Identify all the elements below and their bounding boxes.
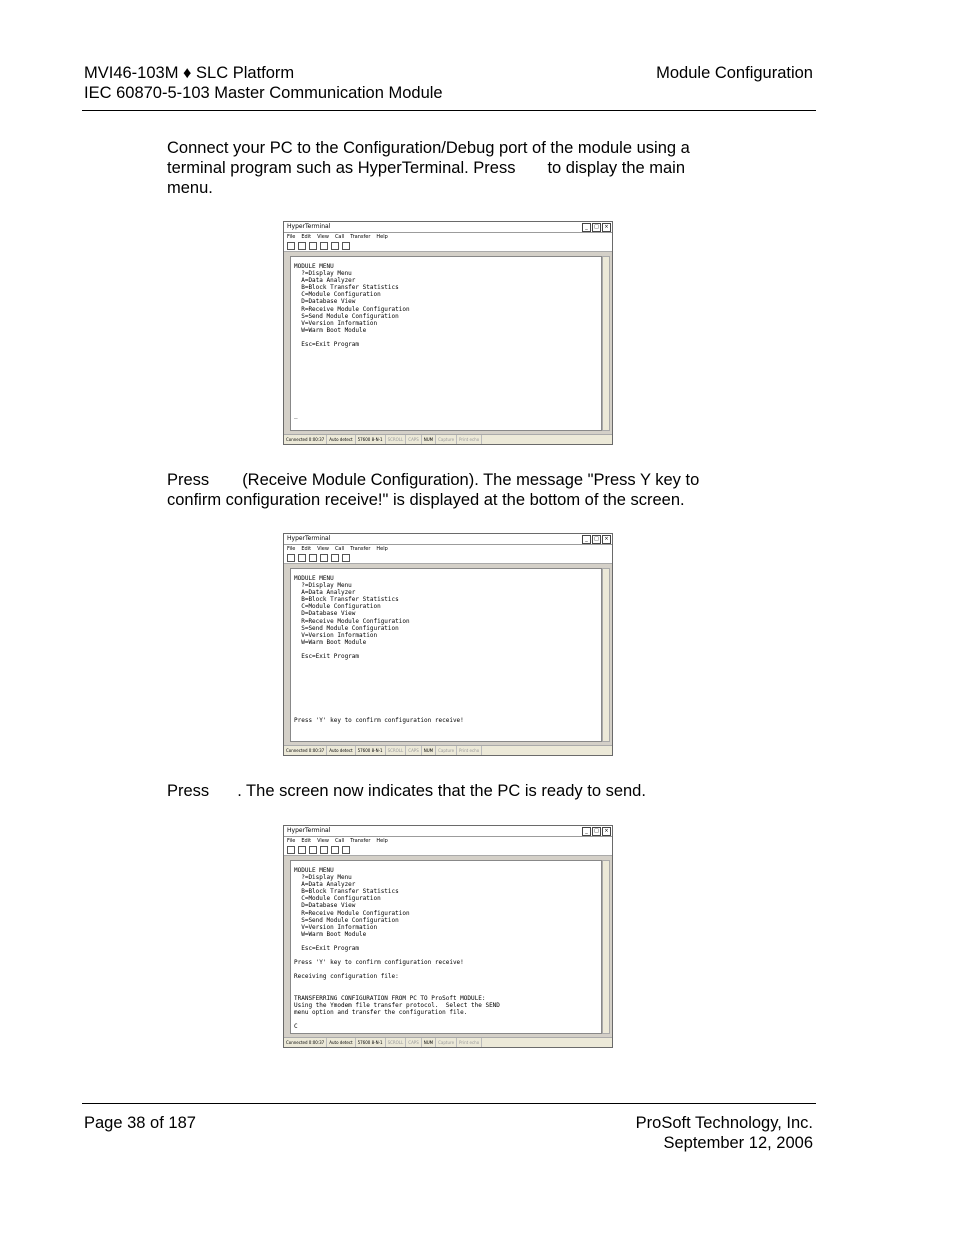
- status-bar: [284, 1037, 612, 1047]
- close-icon[interactable]: ×: [602, 827, 611, 836]
- terminal-output: MODULE MENU ?=Display Menu A=Data Analyzer B=Block Transfer Statistics C=Module Configuration D=Database View R=Receive Module Configuration S=Send Module Configuration V=Version Information W=Warm Boot Module Esc=Exit Program Press 'Y' key to confirm configuration receive! Receiving configuration file: TRANSFERRING CONFIGURATION FROM PC TO ProSoft MODULE: Using the Ymodem file transfer protocol. Select the SEND menu option and transfer the configuration file. C: [294, 867, 500, 1031]
- status-echo: Print echo: [457, 435, 482, 444]
- footer-company-name: ProSoft Technology, Inc.: [635, 1114, 813, 1132]
- instruction-paragraph-2: [167, 470, 767, 510]
- title-bar: [284, 826, 612, 837]
- send-icon[interactable]: [331, 554, 339, 562]
- toolbar: [284, 553, 612, 564]
- status-num: NUM: [422, 435, 436, 444]
- maximize-icon[interactable]: □: [592, 223, 601, 232]
- menu-call[interactable]: Call: [334, 546, 345, 552]
- terminal-output: MODULE MENU ?=Display Menu A=Data Analyzer B=Block Transfer Statistics C=Module Configuration D=Database View R=Receive Module Configuration S=Send Module Configuration V=Version Information W=Warm Boot Module Esc=Exit Program _: [294, 263, 410, 419]
- send-icon[interactable]: [331, 242, 339, 250]
- menu-file[interactable]: File: [287, 838, 296, 844]
- menu-help[interactable]: Help: [376, 546, 388, 552]
- window-title: HyperTerminal: [287, 535, 331, 542]
- properties-icon[interactable]: [342, 242, 350, 250]
- menu-view[interactable]: View: [317, 234, 329, 240]
- p1-line1: Connect your PC to the Configuration/Debug port of the module using a: [167, 139, 690, 157]
- terminal-output: MODULE MENU ?=Display Menu A=Data Analyzer B=Block Transfer Statistics C=Module Configuration D=Database View R=Receive Module Configuration S=Send Module Configuration V=Version Information W=Warm Boot Module Esc=Exit Program Press 'Y' key to confirm configuration receive!: [294, 575, 464, 724]
- status-scroll: SCROLL: [386, 1038, 407, 1047]
- menu-transfer[interactable]: Transfer: [350, 546, 371, 552]
- open-icon[interactable]: [298, 554, 306, 562]
- p2-line1-a: Press: [167, 471, 210, 489]
- status-caps: CAPS: [406, 746, 421, 755]
- properties-icon[interactable]: [342, 846, 350, 854]
- instruction-paragraph-3: [167, 781, 747, 801]
- call-icon[interactable]: [309, 242, 317, 250]
- close-icon[interactable]: ×: [602, 535, 611, 544]
- instruction-paragraph-1: [167, 138, 747, 198]
- status-connected: Connected 0:00:37: [284, 1038, 327, 1047]
- menu-transfer[interactable]: Transfer: [350, 838, 371, 844]
- title-bar: [284, 222, 612, 233]
- terminal-screen[interactable]: [290, 860, 602, 1034]
- menu-edit[interactable]: Edit: [301, 838, 312, 844]
- status-settings: 57600 8-N-1: [356, 746, 386, 755]
- menu-bar: [284, 233, 612, 241]
- status-capture: Capture: [436, 746, 457, 755]
- status-settings: 57600 8-N-1: [356, 1038, 386, 1047]
- open-icon[interactable]: [298, 846, 306, 854]
- header-product: [84, 63, 443, 103]
- call-icon[interactable]: [309, 846, 317, 854]
- hyperterminal-window-3: [283, 825, 613, 1048]
- menu-bar: [284, 837, 612, 845]
- minimize-icon[interactable]: _: [582, 535, 591, 544]
- vertical-scrollbar[interactable]: [602, 568, 610, 742]
- p1-line2-a: terminal program such as HyperTerminal. Press: [167, 159, 516, 177]
- footer-date: September 12, 2006: [663, 1134, 813, 1152]
- menu-help[interactable]: Help: [376, 234, 388, 240]
- footer-rule: [82, 1103, 816, 1104]
- send-icon[interactable]: [331, 846, 339, 854]
- properties-icon[interactable]: [342, 554, 350, 562]
- terminal-screen[interactable]: [290, 256, 602, 431]
- status-bar: [284, 434, 612, 444]
- page-number: Page 38 of 187: [84, 1114, 196, 1132]
- menu-help[interactable]: Help: [376, 838, 388, 844]
- window-title: HyperTerminal: [287, 827, 331, 834]
- footer-company: [636, 1113, 813, 1153]
- terminal-screen[interactable]: [290, 568, 602, 742]
- menu-view[interactable]: View: [317, 546, 329, 552]
- p2-line1-b: (Receive Module Configuration). The message "Press Y key to: [242, 471, 700, 489]
- header-section: Module Configuration: [656, 64, 813, 82]
- p1-line3: menu.: [167, 179, 213, 197]
- menu-call[interactable]: Call: [334, 234, 345, 240]
- minimize-icon[interactable]: _: [582, 223, 591, 232]
- hyperterminal-window-2: [283, 533, 613, 756]
- status-caps: CAPS: [406, 435, 421, 444]
- p3-b: . The screen now indicates that the PC is ready to send.: [237, 782, 646, 800]
- vertical-scrollbar[interactable]: [602, 256, 610, 431]
- menu-file[interactable]: File: [287, 234, 296, 240]
- maximize-icon[interactable]: □: [592, 535, 601, 544]
- open-icon[interactable]: [298, 242, 306, 250]
- minimize-icon[interactable]: _: [582, 827, 591, 836]
- maximize-icon[interactable]: □: [592, 827, 601, 836]
- disconnect-icon[interactable]: [320, 846, 328, 854]
- toolbar: [284, 241, 612, 252]
- status-detect: Auto detect: [327, 746, 355, 755]
- call-icon[interactable]: [309, 554, 317, 562]
- menu-view[interactable]: View: [317, 838, 329, 844]
- menu-transfer[interactable]: Transfer: [350, 234, 371, 240]
- window-title: HyperTerminal: [287, 223, 331, 230]
- p3-a: Press: [167, 782, 210, 800]
- p2-line1: [167, 470, 767, 490]
- status-detect: Auto detect: [327, 435, 355, 444]
- menu-bar: [284, 545, 612, 553]
- status-scroll: SCROLL: [386, 746, 407, 755]
- status-caps: CAPS: [406, 1038, 421, 1047]
- status-echo: Print echo: [457, 746, 482, 755]
- header-product-line2: IEC 60870-5-103 Master Communication Module: [84, 84, 443, 102]
- p1-line2-b: to display the main: [547, 159, 686, 177]
- status-num: NUM: [422, 1038, 436, 1047]
- status-capture: Capture: [436, 435, 457, 444]
- status-capture: Capture: [436, 1038, 457, 1047]
- menu-file[interactable]: File: [287, 546, 296, 552]
- status-bar: [284, 745, 612, 755]
- status-connected: Connected 0:00:37: [284, 746, 327, 755]
- title-bar: [284, 534, 612, 545]
- p1-line2: [167, 158, 747, 178]
- disconnect-icon[interactable]: [320, 242, 328, 250]
- status-detect: Auto detect: [327, 1038, 355, 1047]
- p2-line2: confirm configuration receive!" is displayed at the bottom of the screen.: [167, 491, 685, 509]
- toolbar: [284, 845, 612, 856]
- menu-edit[interactable]: Edit: [301, 546, 312, 552]
- status-settings: 57600 8-N-1: [356, 435, 386, 444]
- header-rule: [82, 110, 816, 111]
- header-product-line1: MVI46-103M ♦ SLC Platform: [84, 64, 295, 82]
- status-connected: Connected 0:00:37: [284, 435, 327, 444]
- status-echo: Print echo: [457, 1038, 482, 1047]
- new-icon[interactable]: [287, 242, 295, 250]
- close-icon[interactable]: ×: [602, 223, 611, 232]
- status-scroll: SCROLL: [386, 435, 407, 444]
- status-num: NUM: [422, 746, 436, 755]
- new-icon[interactable]: [287, 846, 295, 854]
- menu-edit[interactable]: Edit: [301, 234, 312, 240]
- menu-call[interactable]: Call: [334, 838, 345, 844]
- new-icon[interactable]: [287, 554, 295, 562]
- hyperterminal-window-1: [283, 221, 613, 445]
- disconnect-icon[interactable]: [320, 554, 328, 562]
- vertical-scrollbar[interactable]: [602, 860, 610, 1034]
